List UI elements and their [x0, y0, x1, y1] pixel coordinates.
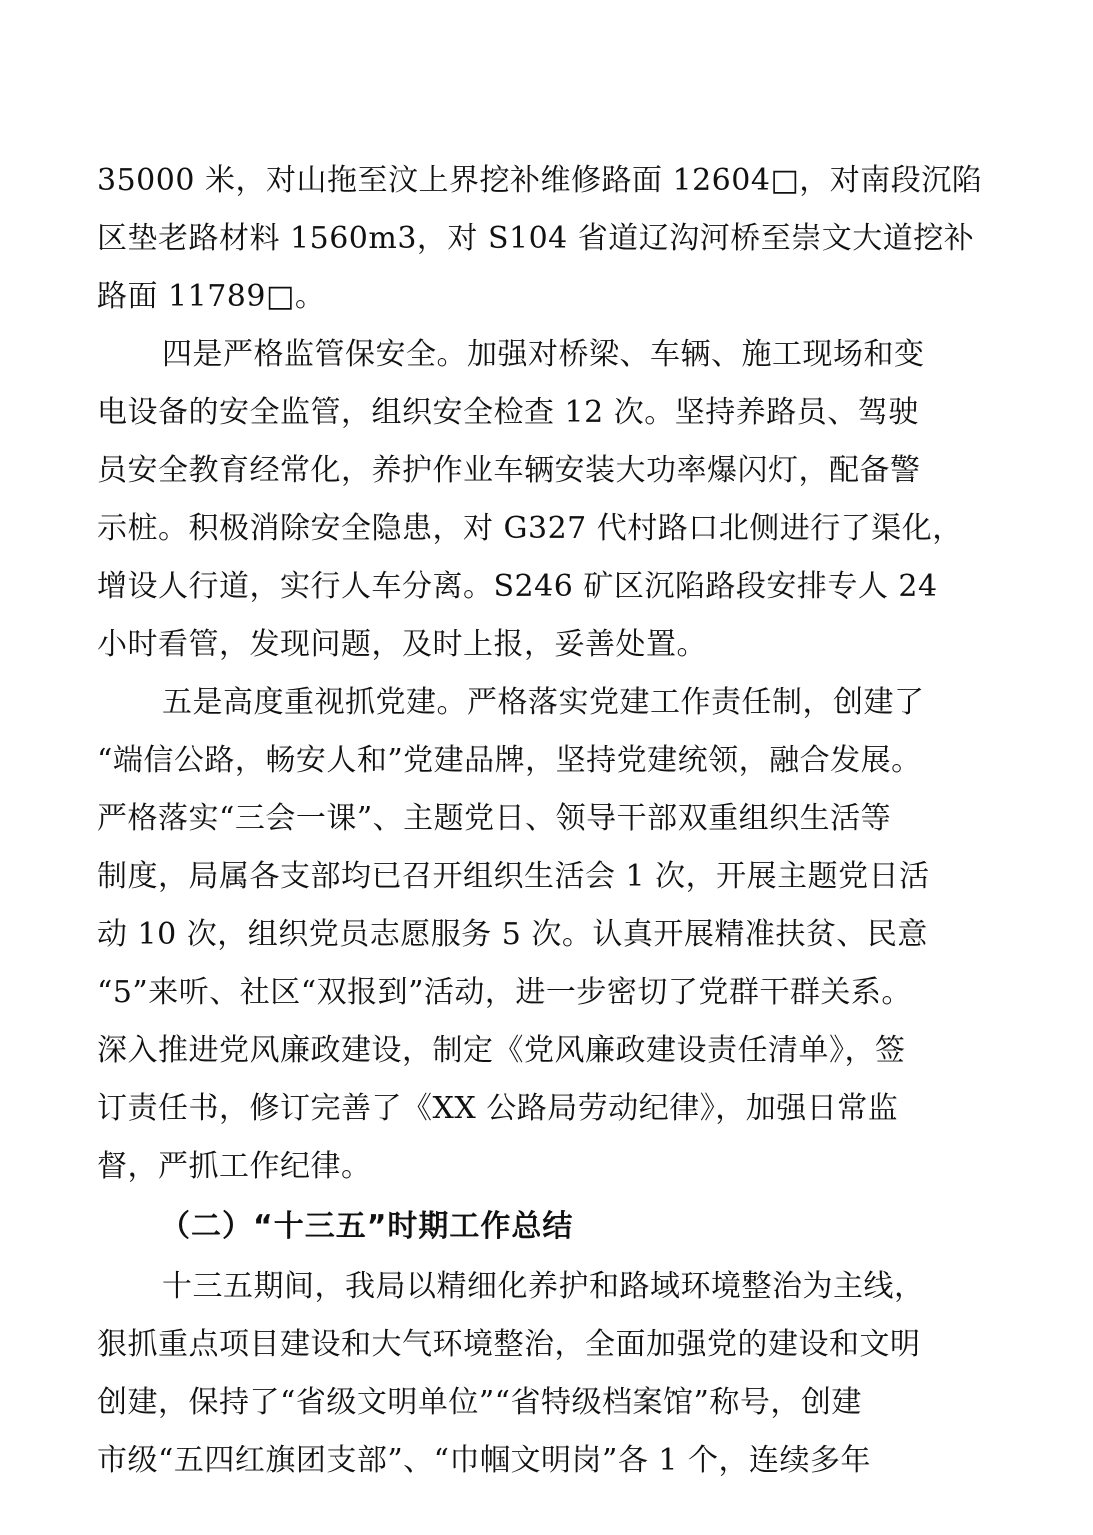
- text-line-6: 员安全教育经常化，养护作业车辆安装大功率爆闪灯，配备警: [97, 453, 921, 488]
- text-line-16: 深入推进党风廉政建设，制定《党风廉政建设责任清单》，签: [97, 1033, 906, 1068]
- text-line-15: “5”来听、社区“双报到”活动，进一步密切了党群干群关系。: [97, 975, 912, 1010]
- paragraph-five-first-line: 五是高度重视抓党建。严格落实党建工作责任制，创建了: [162, 685, 925, 720]
- text-line-5: 电设备的安全监管，组织安全检查 12 次。坚持养路员、驾驶: [97, 395, 919, 430]
- text-line-3: 路面 11789□。: [97, 279, 326, 314]
- text-line-23: 市级“五四红旗团支部”、“巾帼文明岗”各 1 个，连续多年: [97, 1443, 872, 1478]
- paragraph-four-first-line: 四是严格监管保安全。加强对桥梁、车辆、施工现场和变: [162, 337, 925, 372]
- text-line-17: 订责任书，修订完善了《XX 公路局劳动纪律》，加强日常监: [97, 1091, 899, 1126]
- text-line-22: 创建，保持了“省级文明单位”“省特级档案馆”称号，创建: [97, 1385, 862, 1420]
- text-line-13: 制度，局属各支部均已召开组织生活会 1 次，开展主题党日活: [97, 859, 930, 894]
- text-line-7: 示桩。积极消除安全隐患，对 G327 代村路口北侧进行了渠化，: [97, 511, 963, 546]
- text-line-8: 增设人行道，实行人车分离。S246 矿区沉陷路段安排专人 24: [97, 569, 938, 604]
- text-line-12: 严格落实“三会一课”、主题党日、领导干部双重组织生活等: [97, 801, 892, 836]
- text-line-21: 狠抓重点项目建设和大气环境整治，全面加强党的建设和文明: [97, 1327, 921, 1362]
- text-line-18: 督，严抓工作纪律。: [97, 1149, 372, 1184]
- section-heading: （二）“十三五”时期工作总结: [160, 1209, 574, 1244]
- text-line-1: 35000 米，对山拖至汶上界挖补维修路面 12604□，对南段沉陷: [97, 163, 983, 198]
- text-line-14: 动 10 次，组织党员志愿服务 5 次。认真开展精准扶贫、民意: [97, 917, 928, 952]
- text-line-11: “端信公路，畅安人和”党建品牌，坚持党建统领，融合发展。: [97, 743, 922, 778]
- text-line-9: 小时看管，发现问题，及时上报，妥善处置。: [97, 627, 707, 662]
- summary-first-line: 十三五期间，我局以精细化养护和路域环境整治为主线，: [162, 1269, 925, 1304]
- text-line-2: 区垫老路材料 1560m3，对 S104 省道辽沟河桥至崇文大道挖补: [97, 221, 975, 256]
